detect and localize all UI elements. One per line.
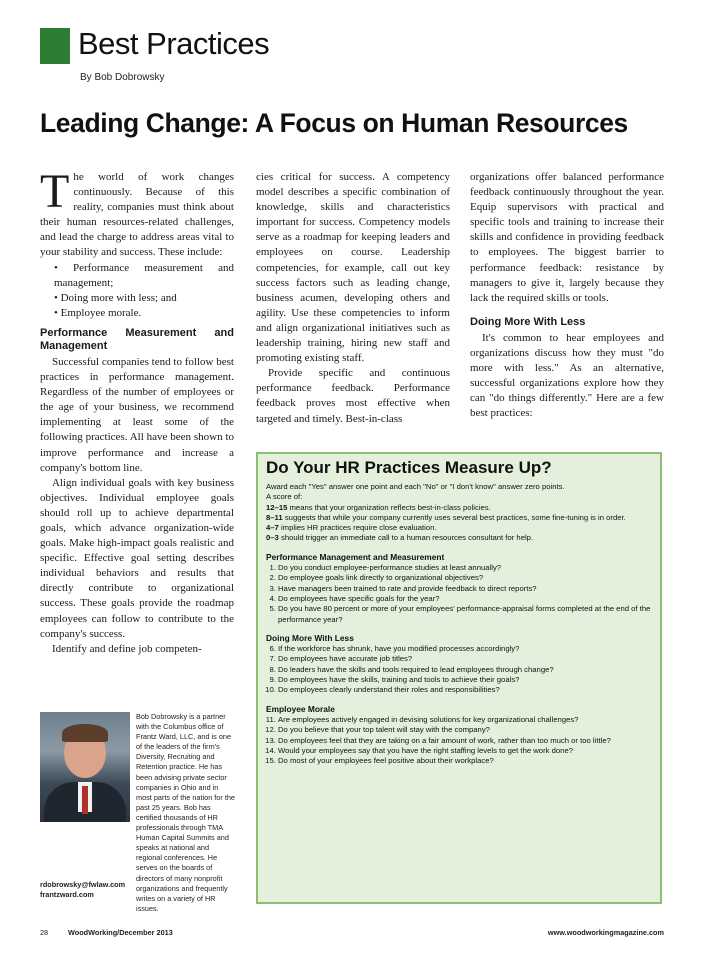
quiz-score-row: 12–15 means that your organization reflects best-in-class policies. bbox=[266, 502, 491, 512]
quiz-score-intro: A score of: bbox=[266, 492, 303, 502]
quiz-instructions: Award each "Yes" answer one point and each "No" or "I don't know" answer zero points. bbox=[266, 482, 565, 491]
author-photo bbox=[40, 712, 130, 822]
body-paragraph: Provide specific and continuous performance feedback. Performance feedback proves most effective when targeted and timely. Best-in-class bbox=[256, 367, 450, 425]
body-paragraph: Align individual goals with key business objectives. Individual employee goals should roll up to achieve departmental goals, which advance organization-wide goals. Make high-impact goals realistic and specific. Effective goal setting describes individual behaviors and results that directly contribute to organizational success. These goals provide the roadmap employees can follow to contribute to the company's success. bbox=[40, 476, 234, 640]
quiz-score-row: 8–11 suggests that while your company currently uses several best practices, some fine-tuning is in order. bbox=[266, 512, 626, 522]
quiz-question: 2. Do employee goals link directly to organizational objectives? bbox=[278, 573, 652, 583]
quiz-question: 14. Would your employees say that you have the right staffing levels to get the work done? bbox=[278, 746, 652, 756]
quiz-question: 15. Do most of your employees feel positive about their workplace? bbox=[278, 756, 652, 766]
column-3 bbox=[470, 170, 664, 421]
magazine-url[interactable]: www.woodworkingmagazine.com bbox=[547, 928, 664, 937]
byline: By Bob Dobrowsky bbox=[80, 72, 165, 83]
body-paragraph: Identify and define job competen- bbox=[52, 642, 202, 655]
body-paragraph: Successful companies tend to follow best practices in performance management. Regardless of the number of employees or the age of your business, we recommend implementing at least some of the following practices. All have been shown to improve performance and increase a company's bottom line. bbox=[40, 355, 234, 474]
intro-paragraph: he world of work changes continuously. Because of this reality, companies must think about their human resources-related challenges, and lead the charge to address areas vital to your stability and success. These include: bbox=[40, 171, 234, 259]
quiz-question: 7. Do employees have accurate job titles? bbox=[278, 654, 652, 664]
quiz-question: 9. Do employees have the skills, training and tools to achieve their goals? bbox=[278, 675, 652, 685]
author-contact bbox=[40, 880, 240, 900]
quiz-question: 6. If the workforce has shrunk, have you modified processes accordingly? bbox=[278, 644, 652, 654]
quiz-question: 4. Do employees have specific goals for the year? bbox=[278, 594, 652, 604]
quiz-section-heading: Employee Morale bbox=[266, 703, 335, 714]
body-paragraph: It's common to hear employees and organizations discuss how they must "do more with less." As an alternative, successful organizations explore how they can "do things differently." Here are a few best practices: bbox=[470, 331, 664, 420]
list-item: • Doing more with less; and bbox=[54, 291, 234, 306]
quiz-question: 11. Are employees actively engaged in devising solutions for key organizational challenges? bbox=[278, 715, 652, 725]
issue-label: WoodWorking/December 2013 bbox=[68, 928, 173, 937]
section-heading: Performance Measurement and Management bbox=[40, 326, 234, 352]
quiz-section-heading: Doing More With Less bbox=[266, 632, 354, 643]
intro-bullet-list bbox=[40, 261, 234, 321]
quiz-question: 3. Have managers been trained to rate and provide feedback to direct reports? bbox=[278, 584, 652, 594]
section-accent-bar bbox=[40, 28, 70, 64]
quiz-question: 1. Do you conduct employee-performance studies at least annually? bbox=[278, 563, 652, 573]
quiz-score-row: 4–7 implies HR practices require close evaluation. bbox=[266, 523, 437, 533]
quiz-question: 12. Do you believe that your top talent will stay with the company? bbox=[278, 725, 652, 735]
quiz-body bbox=[266, 482, 652, 766]
column-1 bbox=[40, 165, 234, 657]
section-title: Best Practices bbox=[78, 26, 270, 61]
quiz-title: Do Your HR Practices Measure Up? bbox=[266, 458, 552, 477]
quiz-question: 10. Do employees clearly understand their roles and responsibilities? bbox=[278, 685, 652, 695]
quiz-question-list bbox=[266, 644, 652, 695]
quiz-question: 8. Do leaders have the skills and tools required to lead employees through change? bbox=[278, 665, 652, 675]
body-paragraph: organizations offer balanced performance feedback continuously throughout the year. Equip supervisors with practical and specific tools and training to increase their skills and confidence in providing feedback to employees. The biggest barrier to performance feedback: resistance by managers to give it, largely because they lack the required skills or tools. bbox=[470, 171, 664, 304]
author-email[interactable]: rdobrowsky@fwlaw.com bbox=[40, 880, 126, 889]
quiz-score-row: 0–3 should trigger an immediate call to a human resources consultant for help. bbox=[266, 533, 534, 543]
section-heading: Doing More With Less bbox=[470, 315, 586, 328]
body-paragraph: cies critical for success. A competency model describes a specific combination of knowledge, skills and characteristics important for success. Competency models serve as a roadmap for keeping leaders and employees on course. Leadership competencies, for example, call out key success factors such as leading change, business acumen, developing others and agility. Use these competencies to inform and align organizational initiatives such as leadership training, hiring new staff and promoting existing staff. bbox=[256, 171, 450, 365]
quiz-question: 5. Do you have 80 percent or more of your employees' performance-appraisal forms completed at the end of the performance year? bbox=[278, 604, 652, 625]
bio-text: Bob Dobrowsky is a partner with the Columbus office of Frantz Ward, LLC, and is one of the leaders of the firm's Diversity, Recruiting and Retention practice. He has been advising private sector companies in Ohio and in most parts of the nation for the past 25 years. Bob has certified thousands of HR professionals through TMA Human Capital Summits and speaks at national and regional conferences. He serves on the boards of directors of many nonprofit organizations and frequently writes on a variety of HR issues. bbox=[136, 712, 235, 913]
quiz-question-list bbox=[266, 715, 652, 766]
drop-cap: T bbox=[40, 165, 70, 218]
page-number: 28 bbox=[40, 928, 49, 937]
column-2 bbox=[256, 170, 450, 427]
list-item: • Performance measurement and management; bbox=[54, 261, 234, 291]
list-item: • Employee morale. bbox=[54, 306, 234, 321]
quiz-question: 13. Do employees feel that they are taking on a fair amount of work, rather than too much or too little? bbox=[278, 736, 652, 746]
article-headline: Leading Change: A Focus on Human Resources bbox=[40, 108, 628, 138]
quiz-question-list bbox=[266, 563, 652, 625]
author-website[interactable]: frantzward.com bbox=[40, 890, 94, 900]
quiz-section-heading: Performance Management and Measurement bbox=[266, 551, 445, 562]
